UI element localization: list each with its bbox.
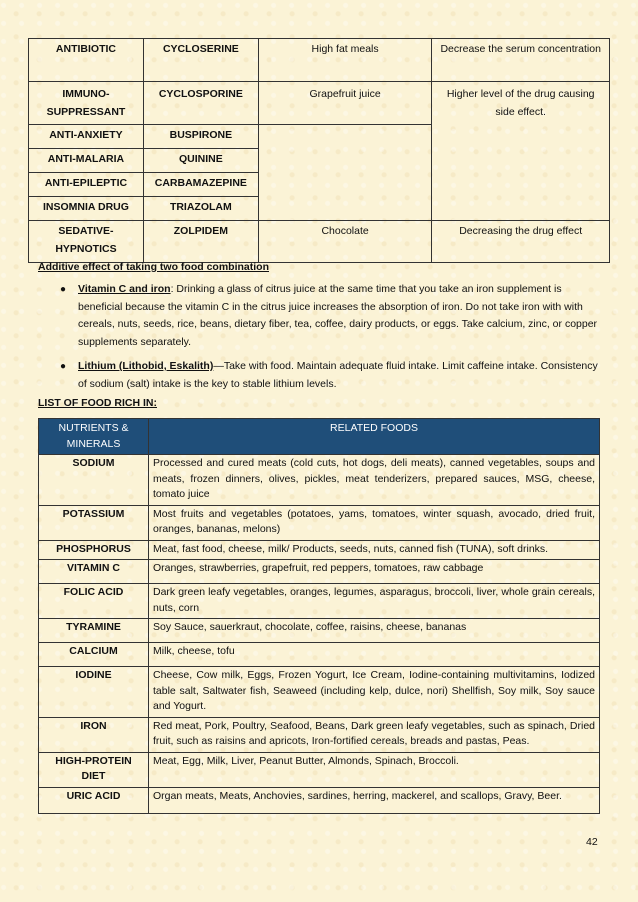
- nutrient-name: IRON: [39, 717, 149, 752]
- related-foods: Meat, Egg, Milk, Liver, Peanut Butter, Almonds, Spinach, Broccoli.: [149, 752, 600, 787]
- drug-name-cell: CYCLOSERINE: [143, 39, 258, 82]
- drug-class-cell: IMMUNO-SUPPRESSANT: [29, 82, 144, 125]
- drug-class-cell: ANTIBIOTIC: [29, 39, 144, 82]
- drug-name-cell: CYCLOSPORINE: [143, 82, 258, 125]
- nutrient-name: SODIUM: [39, 455, 149, 506]
- food-cell: Grapefruit juice: [258, 82, 432, 125]
- list-item: [60, 281, 605, 351]
- bullet-icon: ●: [60, 361, 67, 372]
- nutrient-name: VITAMIN C: [39, 560, 149, 584]
- nutrients-header: NUTRIENTS & MINERALS: [39, 419, 149, 455]
- list-item: [60, 358, 605, 393]
- drug-class-cell: SEDATIVE-HYPNOTICS: [29, 221, 144, 263]
- bullet-lead: Vitamin C and iron: [78, 283, 171, 295]
- drug-food-interaction-table: [28, 38, 610, 263]
- nutrient-name: TYRAMINE: [39, 619, 149, 643]
- drug-name-cell: QUININE: [143, 149, 258, 173]
- bullet-lead: Lithium (Lithobid, Eskalith): [78, 360, 214, 372]
- related-foods: Milk, cheese, tofu: [149, 643, 600, 667]
- nutrients-table: [38, 418, 600, 814]
- drug-class-cell: ANTI-ANXIETY: [29, 125, 144, 149]
- food-cell: High fat meals: [258, 39, 432, 82]
- nutrient-name: PHOSPHORUS: [39, 540, 149, 560]
- related-foods: Soy Sauce, sauerkraut, chocolate, coffee, raisins, cheese, bananas: [149, 619, 600, 643]
- nutrient-name: HIGH-PROTEIN DIET: [39, 752, 149, 787]
- table-row: [29, 221, 610, 263]
- bullet-text: : Drinking a glass of citrus juice at the same time that you take an iron supplement is beneficial because the vitamin C in the citrus juice increases the absorption of iron. Do not take iron with with cereals, nuts, seeds, rice, beans, dietary fiber, tea, coffee, dairy products, or eggs. Take calcium, zinc, or copper supplements separately.: [78, 283, 598, 348]
- drug-name-cell: ZOLPIDEM: [143, 221, 258, 263]
- bullet-text: —Take with food. Maintain adequate fluid intake. Limit caffeine intake. Consistency of sodium (salt) intake is the key to stable lithium levels.: [78, 360, 598, 390]
- page-number: 42: [586, 836, 598, 848]
- additive-list: [60, 281, 605, 400]
- table-row: [39, 717, 600, 752]
- table-row: [39, 787, 600, 813]
- table-row: [39, 584, 600, 619]
- table-row: [39, 643, 600, 667]
- food-cell: Chocolate: [258, 221, 432, 263]
- table-row: [39, 540, 600, 560]
- nutrient-name: URIC ACID: [39, 787, 149, 813]
- food-list-heading: LIST OF FOOD RICH IN:: [38, 397, 157, 409]
- drug-name-cell: CARBAMAZEPINE: [143, 173, 258, 197]
- table-row: [29, 39, 610, 82]
- effect-cell: Decreasing the drug effect: [432, 221, 610, 263]
- table-row: [39, 560, 600, 584]
- related-foods: Most fruits and vegetables (potatoes, yams, tomatoes, winter squash, avocado, dried fruit, oranges, bananas, melons): [149, 505, 600, 540]
- related-foods: Red meat, Pork, Poultry, Seafood, Beans, Dark green leafy vegetables, such as spinach, Dried fruit, such as raisins and apricots, Iron-fortified cereals, breads and pastas, Peas.: [149, 717, 600, 752]
- drug-class-cell: ANTI-EPILEPTIC: [29, 173, 144, 197]
- table-row: [39, 667, 600, 718]
- drug-class-cell: INSOMNIA DRUG: [29, 197, 144, 221]
- related-foods: Processed and cured meats (cold cuts, hot dogs, deli meats), canned vegetables, soups and meats, frozen dinners, olives, pickles, meat tenderizers, prepared sauces, MSG, cheese, tomato juice: [149, 455, 600, 506]
- related-foods: Oranges, strawberries, grapefruit, red peppers, tomatoes, raw cabbage: [149, 560, 600, 584]
- additive-heading: Additive effect of taking two food combination: [38, 261, 269, 273]
- related-foods: Organ meats, Meats, Anchovies, sardines, herring, mackerel, and scallops, Gravy, Beer.: [149, 787, 600, 813]
- related-foods: Meat, fast food, cheese, milk/ Products, seeds, nuts, canned fish (TUNA), soft drinks.: [149, 540, 600, 560]
- food-cell-empty: [258, 125, 432, 221]
- nutrient-name: CALCIUM: [39, 643, 149, 667]
- related-foods: Dark green leafy vegetables, oranges, legumes, asparagus, broccoli, liver, whole grain cereals, nuts, corn: [149, 584, 600, 619]
- table-row: [39, 752, 600, 787]
- table-row: [29, 82, 610, 125]
- table-row: [39, 505, 600, 540]
- table-row: [39, 619, 600, 643]
- bullet-icon: ●: [60, 284, 67, 295]
- drug-name-cell: BUSPIRONE: [143, 125, 258, 149]
- nutrient-name: FOLIC ACID: [39, 584, 149, 619]
- nutrient-name: POTASSIUM: [39, 505, 149, 540]
- table-header-row: [39, 419, 600, 455]
- drug-class-cell: ANTI-MALARIA: [29, 149, 144, 173]
- effect-cell: Decrease the serum concentration: [432, 39, 610, 82]
- drug-name-cell: TRIAZOLAM: [143, 197, 258, 221]
- table-row: [39, 455, 600, 506]
- related-foods-header: RELATED FOODS: [149, 419, 600, 455]
- nutrient-name: IODINE: [39, 667, 149, 718]
- related-foods: Cheese, Cow milk, Eggs, Frozen Yogurt, Ice Cream, Iodine-containing multivitamins, Iodized table salt, Saltwater fish, Seaweed (including kelp, dulce, nori) Shellfish, Soy milk, Soy sauce and Yogurt.: [149, 667, 600, 718]
- effect-cell: Higher level of the drug causing side effect.: [432, 82, 610, 221]
